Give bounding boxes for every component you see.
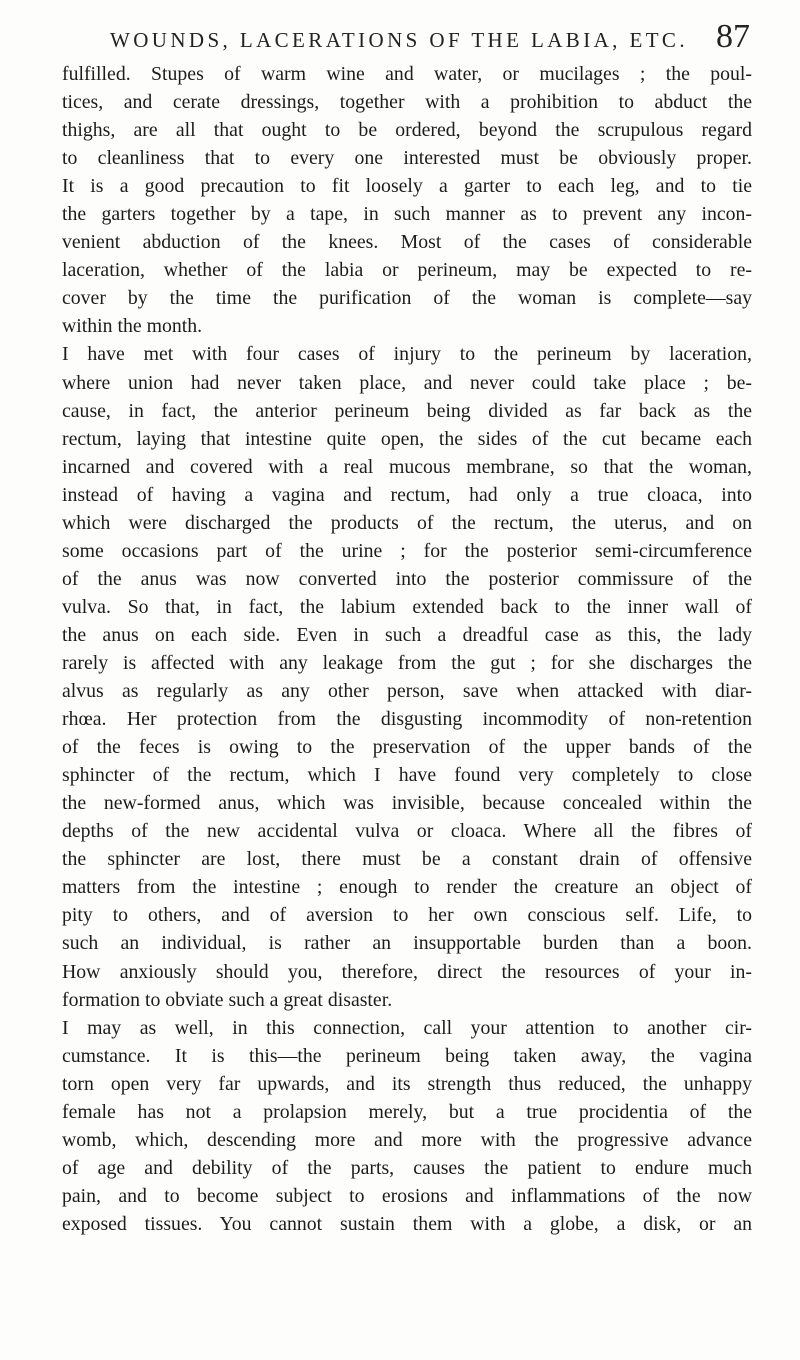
- text-line: I may as well, in this connection, call your attention to another cir-: [62, 1016, 752, 1039]
- text-line: matters from the intestine ; enough to render the creature an object of: [62, 876, 752, 899]
- text-line: cause, in fact, the anterior perineum being divided as far back as the: [62, 399, 752, 422]
- text-line: instead of having a vagina and rectum, had only a true cloaca, into: [62, 483, 752, 506]
- text-line: rarely is affected with any leakage from the gut ; for she discharges the: [62, 651, 752, 674]
- text-line: some occasions part of the urine ; for the posterior semi-circumference: [62, 539, 752, 562]
- text-line: torn open very far upwards, and its strength thus reduced, the unhappy: [62, 1072, 752, 1095]
- running-head: [110, 14, 750, 54]
- text-line: womb, which, descending more and more with the progressive advance: [62, 1128, 752, 1151]
- text-line: to cleanliness that to every one interested must be obviously proper.: [62, 147, 752, 170]
- text-line: venient abduction of the knees. Most of the cases of considerable: [62, 231, 752, 254]
- text-line: of age and debility of the parts, causes the patient to endure much: [62, 1156, 752, 1179]
- page-number: 87: [716, 18, 750, 55]
- text-line: the anus on each side. Even in such a dreadful case as this, the lady: [62, 623, 752, 646]
- text-line: It is a good precaution to fit loosely a garter to each leg, and to tie: [62, 175, 752, 198]
- text-line: sphincter of the rectum, which I have found very completely to close: [62, 764, 752, 787]
- text-line: alvus as regularly as any other person, save when attacked with diar-: [62, 680, 752, 703]
- text-line: within the month.: [62, 315, 203, 338]
- text-line: female has not a prolapsion merely, but a true procidentia of the: [62, 1100, 752, 1123]
- text-line: fulfilled. Stupes of warm wine and water, or mucilages ; the poul-: [62, 63, 752, 85]
- text-line: laceration, whether of the labia or perineum, may be expected to re-: [62, 259, 752, 282]
- text-line: thighs, are all that ought to be ordered, beyond the scrupulous regard: [62, 119, 752, 142]
- text-line: rectum, laying that intestine quite open, the sides of the cut became each: [62, 427, 752, 450]
- text-line: cover by the time the purification of the woman is complete—say: [62, 287, 752, 310]
- text-line: exposed tissues. You cannot sustain them with a globe, a disk, or an: [62, 1212, 752, 1235]
- text-line: such an individual, is rather an insupportable burden than a boon.: [62, 932, 752, 955]
- body-text: [62, 60, 752, 1238]
- text-line: the sphincter are lost, there must be a constant drain of offensive: [62, 848, 752, 871]
- text-line: of the feces is owing to the preservation of the upper bands of the: [62, 736, 752, 759]
- text-line: pity to others, and of aversion to her own conscious self. Life, to: [62, 904, 752, 927]
- running-title: WOUNDS, LACERATIONS OF THE LABIA, ETC.: [110, 28, 688, 52]
- text-line: tices, and cerate dressings, together with a prohibition to abduct the: [62, 91, 752, 114]
- text-line: cumstance. It is this—the perineum being taken away, the vagina: [62, 1044, 752, 1067]
- text-line: depths of the new accidental vulva or cloaca. Where all the fibres of: [62, 820, 752, 843]
- text-line: How anxiously should you, therefore, direct the resources of your in-: [62, 960, 752, 983]
- text-line: pain, and to become subject to erosions and inflammations of the now: [62, 1184, 752, 1207]
- text-line: of the anus was now converted into the posterior commissure of the: [62, 567, 752, 590]
- text-line: which were discharged the products of the rectum, the uterus, and on: [62, 511, 752, 534]
- text-line: the garters together by a tape, in such manner as to prevent any incon-: [62, 203, 752, 226]
- text-line: incarned and covered with a real mucous membrane, so that the woman,: [62, 455, 752, 478]
- text-line: vulva. So that, in fact, the labium extended back to the inner wall of: [62, 595, 752, 618]
- text-line: formation to obviate such a great disaster.: [62, 988, 393, 1011]
- text-line: where union had never taken place, and never could take place ; be-: [62, 371, 752, 394]
- text-line: rhœa. Her protection from the disgusting incommodity of non-retention: [62, 708, 752, 731]
- text-line: I have met with four cases of injury to the perineum by laceration,: [62, 343, 752, 366]
- text-line: the new-formed anus, which was invisible, because concealed within the: [62, 792, 752, 815]
